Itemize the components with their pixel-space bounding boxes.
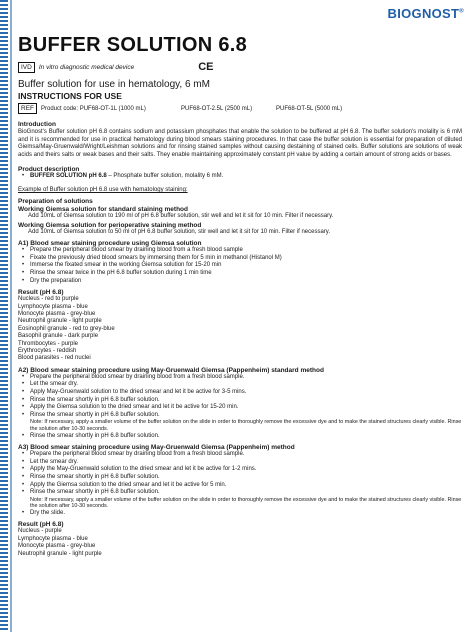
a2-steps	[18, 374, 462, 440]
list-item: Lymphocyte plasma - blue	[18, 535, 88, 542]
list-item: Neutrophil granule - light purple	[18, 318, 102, 325]
list-item: • Let the smear dry.	[18, 381, 462, 389]
a1-heading: A1) Blood smear staining procedure using Giemsa solution	[18, 240, 202, 248]
product-item: • BUFFER SOLUTION pH 6.8 – Phosphate buffer solution, molality 6 mM.	[18, 173, 462, 181]
result1-list	[18, 296, 462, 363]
product-code-2: PUF68-OT-2.5L (2500 mL)	[181, 105, 253, 112]
ref-row	[18, 103, 462, 114]
ivd-box: IVD	[18, 62, 35, 73]
example-heading: Example of Buffer solution pH 6.8 use with hematology staining:	[18, 186, 188, 193]
list-item: • Immerse the fixated smear in the working Giemsa solution for 15-20 min	[18, 262, 462, 270]
subtitle: Buffer solution for use in hematology, 6 mM	[18, 79, 210, 90]
product-code-1: Product code: PUF68-OT-1L (1000 mL)	[41, 105, 146, 112]
list-item: Neutrophil granule - light purple	[18, 550, 102, 557]
result2-heading: Result (pH 6.8)	[18, 521, 64, 529]
list-item: • Let the smear dry.	[18, 459, 462, 467]
list-item: Blood parasites - red nuclei	[18, 355, 91, 362]
preparation-heading: Preparation of solutions	[18, 197, 93, 205]
a3-note: Note: If necessary, apply a smaller volume of the buffer solution on the slide in order to thoroughly remove the excessive dye and to make the stained structures clearly visible. Rinse the solution after 10-30 seconds.	[30, 496, 462, 510]
product-description-heading: Product description	[18, 166, 80, 174]
intro-heading: Introduction	[18, 121, 56, 128]
biognost-logo: BIOGNOST®	[387, 6, 464, 21]
ref-box: REF	[18, 103, 37, 114]
list-item: • Prepare the peripheral blood smear by draining blood from a fresh blood sample.	[18, 374, 462, 382]
list-item: • Rinse the smear shortly in pH 6.8 buffer solution.	[18, 433, 462, 441]
list-item: • Prepare the peripheral blood smear by draining blood from a fresh blood sample.	[18, 451, 462, 459]
product-code-3: PUF68-OT-5L (5000 mL)	[276, 105, 343, 112]
list-item: • Apply the Giemsa solution to the dried smear and let it be active for 5 min.	[18, 482, 462, 490]
result2-list	[18, 528, 462, 558]
list-item: Monocyte plasma - grey-blue	[18, 310, 96, 317]
document-body	[18, 34, 462, 558]
result1-heading: Result (pH 6.8)	[18, 289, 64, 297]
a1-steps	[18, 247, 462, 285]
list-item: • Apply the May-Gruenwald solution to the dried smear and let it be active for 1-2 mins.	[18, 466, 462, 474]
list-item: • Rinse the smear twice in the pH 6.8 buffer solution during 1 min time	[18, 270, 462, 278]
a3-steps	[18, 451, 462, 517]
list-item: Monocyte plasma - grey-blue	[18, 543, 96, 550]
list-item: • Rinse the smear shortly in pH 6.8 buffer solution.	[18, 412, 462, 420]
ce-mark: CE	[198, 61, 214, 73]
working-giemsa-perioperative-heading: Working Giemsa solution for perioperative staining method	[18, 221, 202, 229]
working-giemsa-standard-heading: Working Giemsa solution for standard staining method	[18, 205, 188, 213]
list-item: • Fixate the previously dried blood smears by immersing them for 5 min in methanol (Histanol M)	[18, 255, 462, 263]
working-giemsa-standard-text: Add 10mL of Giemsa solution to 190 ml of pH 6.8 buffer solution, stir well and let it sit for 10 min. Filter if necessary.	[28, 212, 334, 219]
list-item: Eosinophil granule - red to grey-blue	[18, 325, 115, 332]
list-item: Lymphocyte plasma - blue	[18, 303, 88, 310]
list-item: • Dry the preparation	[18, 278, 462, 286]
list-item: • Apply the Giemsa solution to the dried smear and let it be active for 15-20 min.	[18, 404, 462, 412]
working-giemsa-perioperative-text: Add 10mL of Giemsa solution to 50 ml of pH 6.8 buffer solution, stir well and let it sit for 10 min. Filter if necessary.	[28, 228, 331, 235]
document-title: BUFFER SOLUTION 6.8	[18, 34, 248, 56]
list-item: • Prepare the peripheral blood smear by draining blood from a fresh blood sample	[18, 247, 462, 255]
a3-heading: A3) Blood smear staining procedure using May-Gruenwald Giemsa (Pappenheim) method	[18, 444, 295, 452]
list-item: Nucleus - red to purple	[18, 296, 79, 303]
side-line-decoration	[10, 0, 12, 632]
a2-note: Note: If necessary, apply a smaller volume of the buffer solution on the slide in order to thoroughly remove the excessive dye and to make the stained structures clearly visible. Rinse the solution after 10-30 seconds.	[30, 419, 462, 432]
intro-text: BioGnost's Buffer solution pH 6.8 contains sodium and potassium phosphates that enable the solution to be buffered at pH 6.8. The buffer solution's molality is 6 mM and it is recommended for use in practical hematology during blood smears staining procedures. In that case the buffer solution is essential for preparation of diluted Giemsa/May-Gruenwald/Wright/Leishman solutions and for rinsing stained samples without causing destaining of stained cells. Buffer solutions are solutions of weak acids and theirs salts or weak bases and their salts. They enable maintaining approximately constant pH value by adding a certain amount of strong acids or bases.	[18, 129, 462, 158]
ivd-text: In vitro diagnostic medical device	[38, 63, 135, 71]
list-item: • Apply May-Gruenwald solution to the dried smear and let it be active for 3-5 mins.	[18, 389, 462, 397]
list-item: • Rinse the smear shortly in pH 6.8 buffer solution.	[18, 489, 462, 497]
list-item: • Dry the slide.	[18, 510, 462, 518]
list-item: Basophil granule - dark purple	[18, 333, 99, 340]
a2-heading: A2) Blood smear staining procedure using May-Gruenwald Giemsa (Pappenheim) standard method	[18, 366, 324, 374]
list-item: • Rinse the smear shortly in pH 6.8 buffer solution.	[18, 397, 462, 405]
list-item: Erythrocytes - reddish	[18, 347, 77, 354]
instructions-heading: INSTRUCTIONS FOR USE	[18, 91, 122, 101]
ivd-row	[18, 61, 462, 73]
list-item: • Rinse the smear shortly in pH 6.8 buffer solution.	[18, 474, 462, 482]
list-item: Thrombocytes - purple	[18, 340, 79, 347]
side-stripe-decoration	[0, 0, 8, 632]
list-item: Nucleus - purple	[18, 528, 62, 535]
